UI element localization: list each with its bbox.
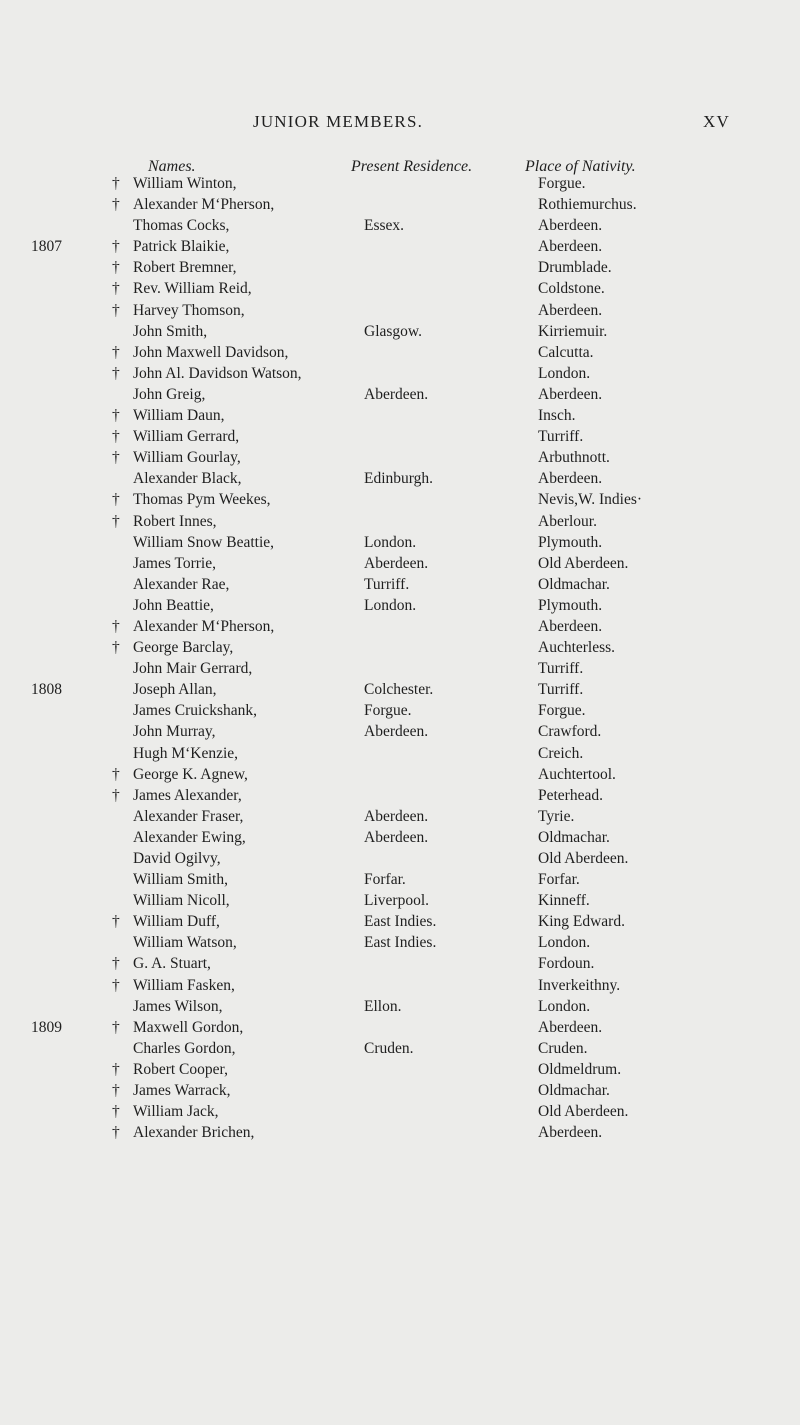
list-item <box>0 363 800 384</box>
member-residence: Aberdeen. <box>364 723 429 741</box>
deceased-mark: † <box>112 428 120 446</box>
member-name: William Gourlay, <box>133 449 241 467</box>
list-item <box>0 975 800 996</box>
member-name: Alexander Brichen, <box>133 1124 255 1142</box>
deceased-mark: † <box>112 175 120 192</box>
member-birthplace: London. <box>538 364 591 382</box>
member-birthplace: Oldmeldrum. <box>538 1060 622 1078</box>
list-item <box>0 511 800 532</box>
member-name: William Daun, <box>133 407 225 425</box>
list-item <box>0 911 800 932</box>
member-birthplace: Aberdeen. <box>538 1124 603 1142</box>
member-name: John Al. Davidson Watson, <box>133 364 302 382</box>
list-item <box>0 890 800 911</box>
deceased-mark: † <box>112 976 120 994</box>
member-name: William Gerrard, <box>133 428 240 446</box>
member-birthplace: Kirriemuir. <box>538 322 608 340</box>
deceased-mark: † <box>112 512 120 530</box>
deceased-mark: † <box>112 639 120 657</box>
member-birthplace: Cruden. <box>538 1039 588 1057</box>
member-name: Robert Bremner, <box>133 259 237 277</box>
deceased-mark: † <box>112 765 120 783</box>
deceased-mark: † <box>112 343 120 361</box>
member-birthplace: Peterhead. <box>538 786 603 804</box>
member-birthplace: Forfar. <box>538 871 580 889</box>
list-item <box>0 194 800 215</box>
member-name: John Smith, <box>133 322 208 340</box>
list-item <box>0 869 800 890</box>
member-name: Robert Innes, <box>133 512 217 530</box>
member-birthplace: Aberdeen. <box>538 1018 603 1036</box>
member-name: William Winton, <box>133 175 237 192</box>
member-name: George Barclay, <box>133 639 234 657</box>
deceased-mark: † <box>112 786 120 804</box>
list-item <box>0 1080 800 1101</box>
member-name: James Alexander, <box>133 786 242 804</box>
deceased-mark: † <box>112 238 120 256</box>
member-name: Alexander M‘Pherson, <box>133 196 275 214</box>
list-item <box>0 616 800 637</box>
list-item <box>0 321 800 342</box>
list-item <box>0 278 800 299</box>
member-birthplace: Rothiemurchus. <box>538 196 637 214</box>
entry-year: 1809 <box>31 1018 62 1036</box>
deceased-mark: † <box>112 617 120 635</box>
column-header-residence: Present Residence. <box>351 158 473 175</box>
member-residence: Cruden. <box>364 1039 414 1057</box>
list-item <box>0 932 800 953</box>
column-header-names: Names. <box>148 158 196 175</box>
member-residence: Colchester. <box>364 681 434 699</box>
member-birthplace: Auchterless. <box>538 639 616 657</box>
member-residence: Essex. <box>364 217 405 235</box>
list-item <box>0 468 800 489</box>
deceased-mark: † <box>112 449 120 467</box>
member-residence: Liverpool. <box>364 892 429 910</box>
member-name: Robert Cooper, <box>133 1060 228 1078</box>
member-residence: London. <box>364 596 417 614</box>
member-name: William Jack, <box>133 1103 219 1121</box>
member-birthplace: Forgue. <box>538 175 586 192</box>
member-name: James Torrie, <box>133 554 216 572</box>
deceased-mark: † <box>112 913 120 931</box>
member-name: John Greig, <box>133 385 206 403</box>
deceased-mark: † <box>112 280 120 298</box>
member-name: William Nicoll, <box>133 892 230 910</box>
member-name: Charles Gordon, <box>133 1039 236 1057</box>
member-birthplace: Calcutta. <box>538 343 594 361</box>
page-number: XV <box>703 112 730 131</box>
member-birthplace: Aberdeen. <box>538 617 603 635</box>
deceased-mark: † <box>112 259 120 277</box>
member-name: Alexander Fraser, <box>133 807 244 825</box>
list-item <box>0 806 800 827</box>
member-birthplace: Auchtertool. <box>538 765 616 783</box>
list-item <box>0 595 800 616</box>
member-birthplace: Creich. <box>538 744 584 762</box>
member-birthplace: Aberdeen. <box>538 301 603 319</box>
deceased-mark: † <box>112 1103 120 1121</box>
member-name: Alexander Rae, <box>133 575 230 593</box>
member-name: Alexander Black, <box>133 470 242 488</box>
list-item <box>0 743 800 764</box>
member-birthplace: Coldstone. <box>538 280 605 298</box>
list-item <box>0 489 800 510</box>
list-item <box>0 1101 800 1122</box>
deceased-mark: † <box>112 955 120 973</box>
member-name: Patrick Blaikie, <box>133 238 230 256</box>
member-name: John Maxwell Davidson, <box>133 343 289 361</box>
list-item <box>0 953 800 974</box>
list-item <box>0 426 800 447</box>
member-residence: Turriff. <box>364 575 410 593</box>
list-item <box>0 257 800 278</box>
member-birthplace: Fordoun. <box>538 955 595 973</box>
list-item <box>0 236 800 257</box>
member-birthplace: Aberlour. <box>538 512 597 530</box>
member-residence: Aberdeen. <box>364 807 429 825</box>
member-name: George K. Agnew, <box>133 765 248 783</box>
member-birthplace: Turriff. <box>538 660 584 678</box>
member-name: David Ogilvy, <box>133 850 221 867</box>
list-item <box>0 721 800 742</box>
member-name: William Smith, <box>133 871 228 889</box>
member-name: William Duff, <box>133 913 220 931</box>
member-birthplace: Insch. <box>538 407 576 425</box>
list-item <box>0 384 800 405</box>
member-residence: Forfar. <box>364 871 406 889</box>
member-name: William Watson, <box>133 934 237 952</box>
deceased-mark: † <box>112 301 120 319</box>
list-item <box>0 215 800 236</box>
member-name: Alexander M‘Pherson, <box>133 617 275 635</box>
entry-year: 1807 <box>31 238 62 256</box>
list-item <box>0 342 800 363</box>
member-birthplace: Aberdeen. <box>538 217 603 235</box>
deceased-mark: † <box>112 1018 120 1036</box>
member-birthplace: King Edward. <box>538 913 625 931</box>
member-name: G. A. Stuart, <box>133 955 211 973</box>
member-birthplace: London. <box>538 934 591 952</box>
list-item <box>0 405 800 426</box>
member-birthplace: Old Aberdeen. <box>538 1103 629 1121</box>
member-residence: Edinburgh. <box>364 470 434 488</box>
member-residence: London. <box>364 533 417 551</box>
member-birthplace: Oldmachar. <box>538 828 610 846</box>
list-item <box>0 1059 800 1080</box>
deceased-mark: † <box>112 364 120 382</box>
members-list <box>0 173 800 1143</box>
deceased-mark: † <box>112 196 120 214</box>
member-birthplace: Turriff. <box>538 681 584 699</box>
column-header-place: Place of Nativity. <box>525 158 636 175</box>
page-header <box>0 112 800 138</box>
member-birthplace: Oldmachar. <box>538 575 610 593</box>
member-name: James Cruickshank, <box>133 702 257 720</box>
member-birthplace: Turriff. <box>538 428 584 446</box>
member-name: Thomas Cocks, <box>133 217 230 235</box>
member-birthplace: Oldmachar. <box>538 1082 610 1100</box>
list-item <box>0 532 800 553</box>
list-item <box>0 764 800 785</box>
list-item <box>0 173 800 194</box>
deceased-mark: † <box>112 491 120 509</box>
member-name: James Wilson, <box>133 997 223 1015</box>
member-residence: Forgue. <box>364 702 412 720</box>
member-name: William Snow Beattie, <box>133 533 275 551</box>
list-item <box>0 1038 800 1059</box>
member-name: Joseph Allan, <box>133 681 217 699</box>
member-birthplace: Kinneff. <box>538 892 590 910</box>
member-name: John Mair Gerrard, <box>133 660 253 678</box>
member-birthplace: Aberdeen. <box>538 470 603 488</box>
member-birthplace: Inverkeithny. <box>538 976 621 994</box>
member-residence: East Indies. <box>364 934 437 952</box>
entry-year: 1808 <box>31 681 62 699</box>
list-item <box>0 447 800 468</box>
list-item <box>0 1017 800 1038</box>
list-item <box>0 553 800 574</box>
list-item <box>0 637 800 658</box>
deceased-mark: † <box>112 1082 120 1100</box>
list-item <box>0 785 800 806</box>
member-residence: Aberdeen. <box>364 385 429 403</box>
member-name: Rev. William Reid, <box>133 280 252 298</box>
member-birthplace: Plymouth. <box>538 533 603 551</box>
member-name: John Beattie, <box>133 596 214 614</box>
member-residence: Aberdeen. <box>364 554 429 572</box>
member-birthplace: Nevis,W. Indies· <box>538 491 643 509</box>
member-birthplace: Aberdeen. <box>538 385 603 403</box>
list-item <box>0 996 800 1017</box>
member-name: John Murray, <box>133 723 216 741</box>
member-birthplace: Old Aberdeen. <box>538 850 629 867</box>
member-birthplace: London. <box>538 997 591 1015</box>
member-birthplace: Crawford. <box>538 723 602 741</box>
list-item <box>0 848 800 869</box>
running-head: JUNIOR MEMBERS. <box>253 112 424 131</box>
member-birthplace: Tyrie. <box>538 807 575 825</box>
list-item <box>0 827 800 848</box>
member-birthplace: Arbuthnott. <box>538 449 610 467</box>
member-name: Hugh M‘Kenzie, <box>133 744 239 762</box>
member-name: William Fasken, <box>133 976 235 994</box>
member-birthplace: Forgue. <box>538 702 586 720</box>
member-name: Alexander Ewing, <box>133 828 246 846</box>
member-name: Harvey Thomson, <box>133 301 245 319</box>
member-birthplace: Aberdeen. <box>538 238 603 256</box>
deceased-mark: † <box>112 1124 120 1142</box>
member-birthplace: Plymouth. <box>538 596 603 614</box>
deceased-mark: † <box>112 1060 120 1078</box>
list-item <box>0 1122 800 1143</box>
list-item <box>0 300 800 321</box>
member-residence: East Indies. <box>364 913 437 931</box>
list-item <box>0 700 800 721</box>
member-birthplace: Old Aberdeen. <box>538 554 629 572</box>
member-name: Thomas Pym Weekes, <box>133 491 271 509</box>
member-residence: Ellon. <box>364 997 402 1015</box>
list-item <box>0 658 800 679</box>
member-residence: Aberdeen. <box>364 828 429 846</box>
member-name: James Warrack, <box>133 1082 231 1100</box>
deceased-mark: † <box>112 407 120 425</box>
member-residence: Glasgow. <box>364 322 422 340</box>
list-item <box>0 574 800 595</box>
member-name: Maxwell Gordon, <box>133 1018 244 1036</box>
list-item <box>0 679 800 700</box>
member-birthplace: Drumblade. <box>538 259 612 277</box>
